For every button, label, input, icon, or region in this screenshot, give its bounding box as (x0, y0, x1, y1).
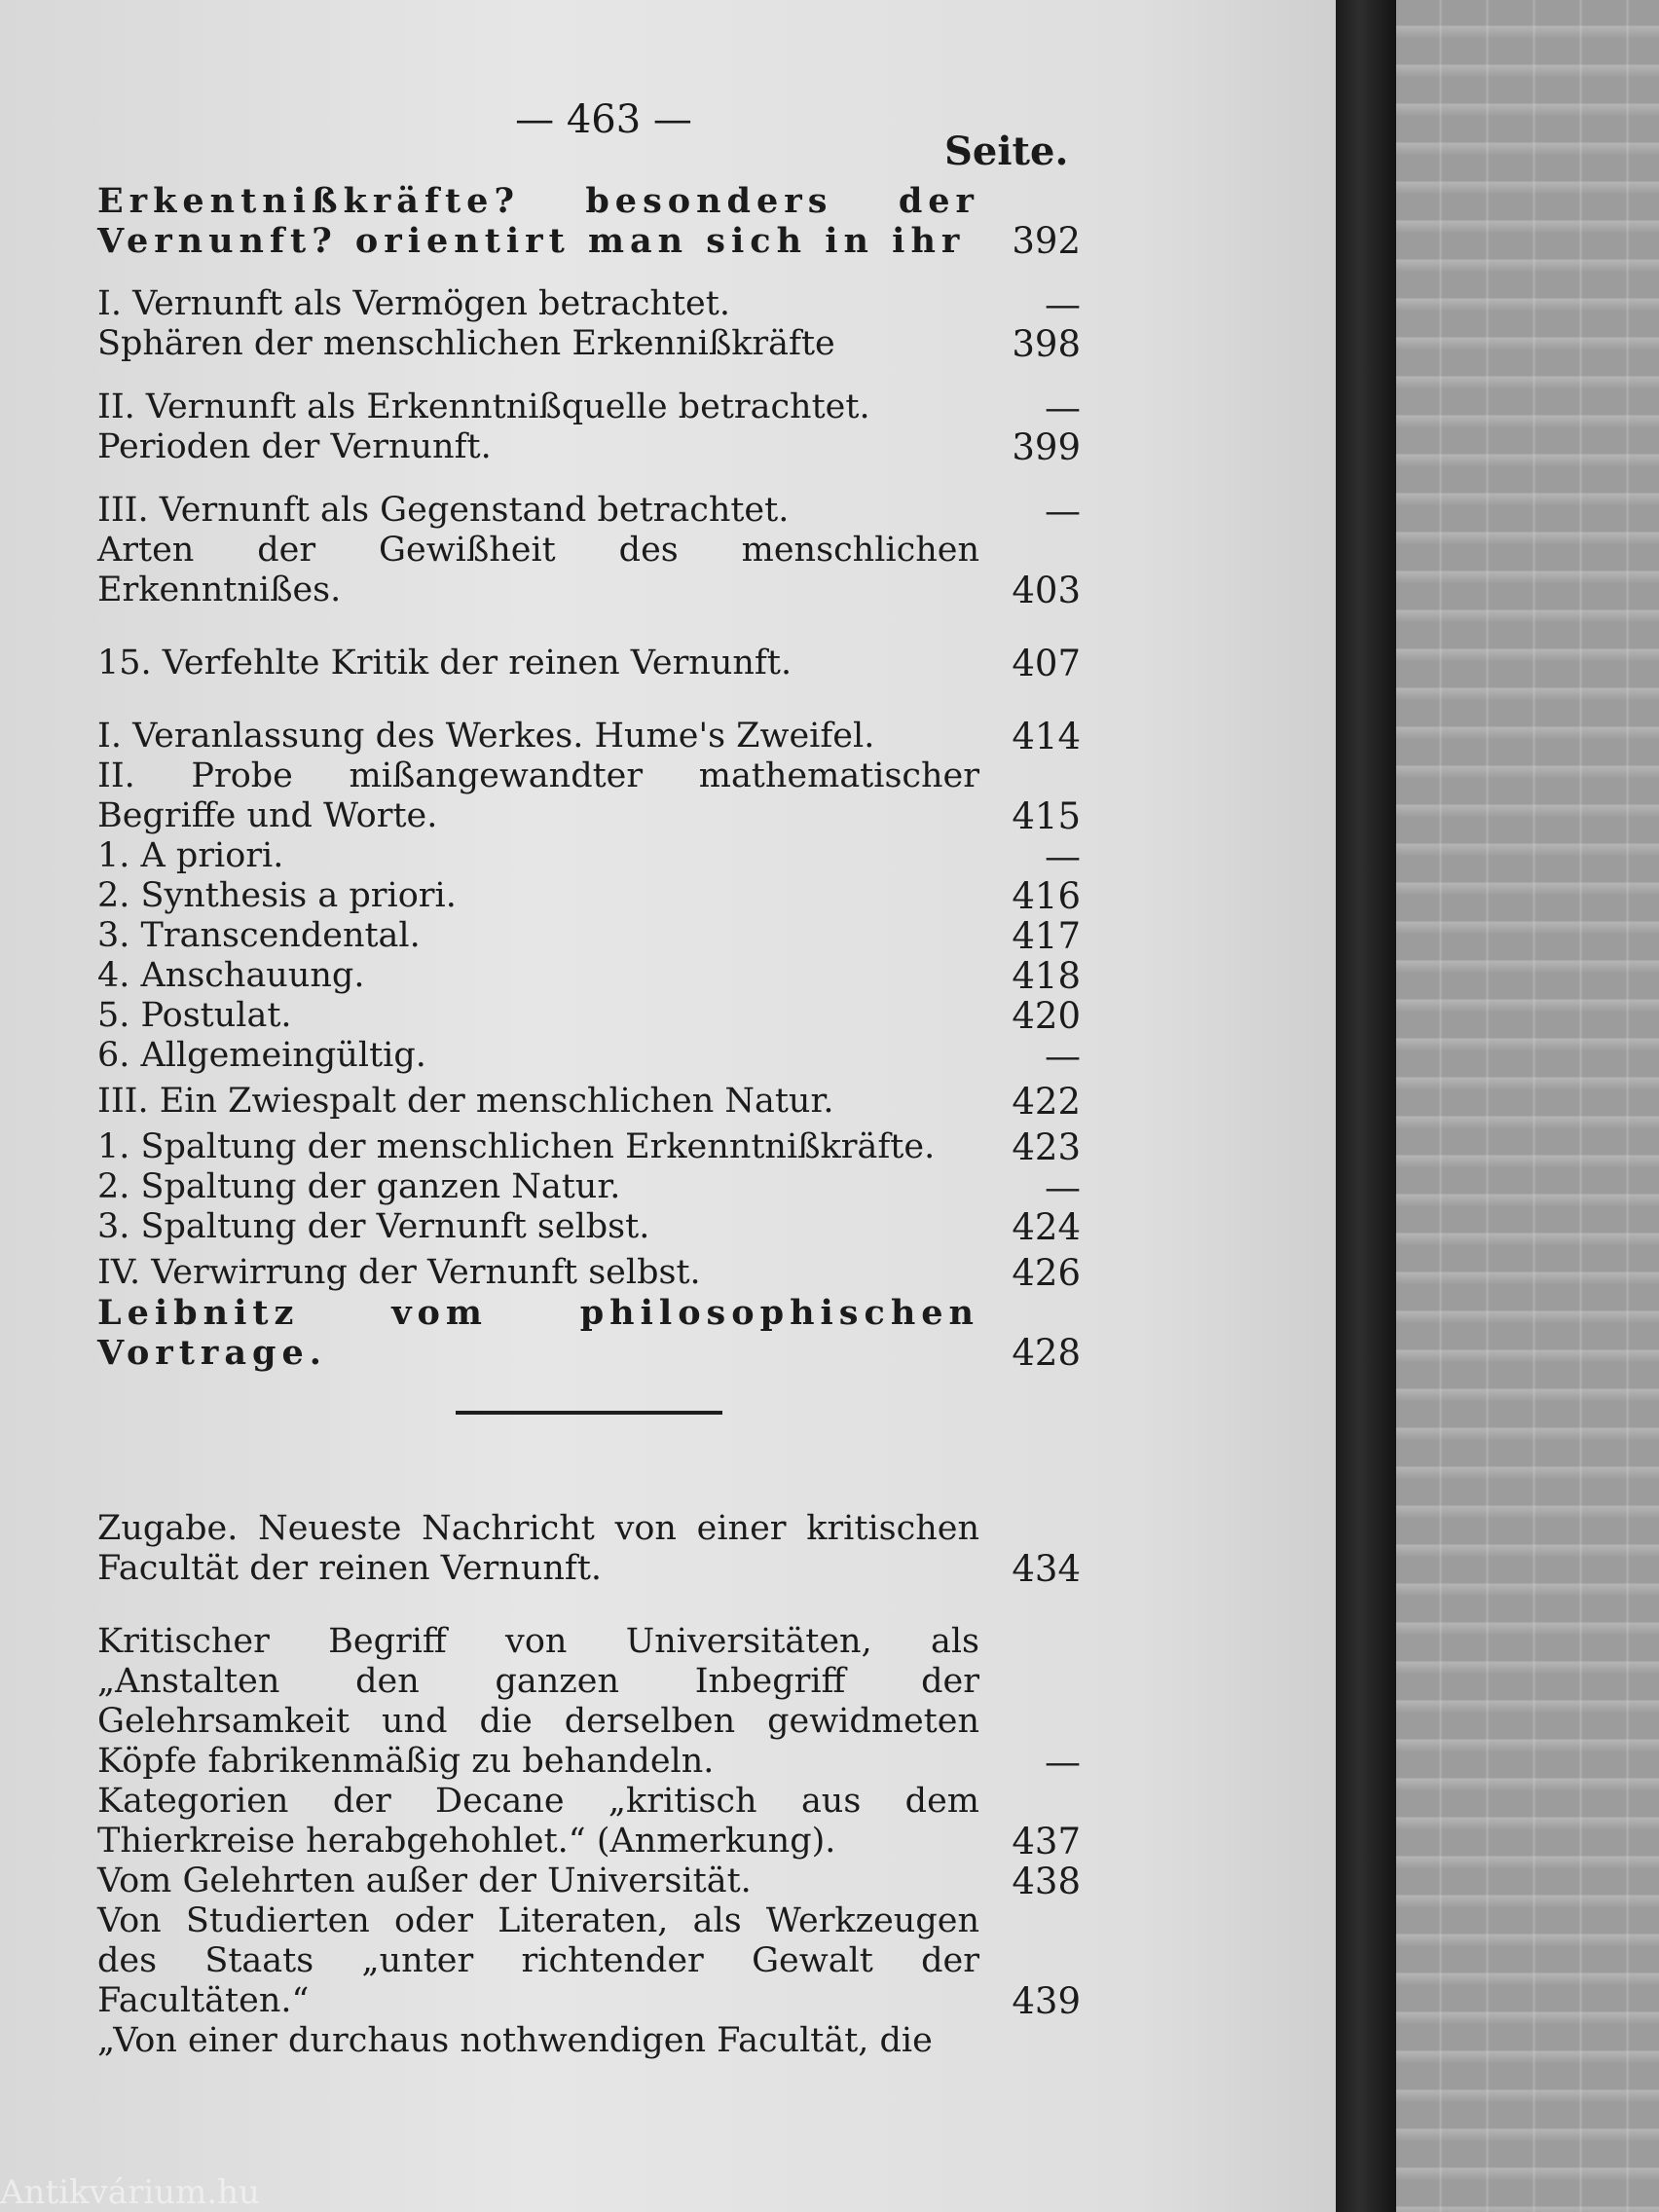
toc-entry-page: 424 (1012, 1206, 1081, 1248)
toc-entry (97, 876, 1081, 916)
book-cover-board (1396, 0, 1659, 2212)
toc-entry-title: 4. Anschauung. (97, 956, 365, 995)
toc-entry-title: 1. Spaltung der menschlichen Erkenntnißkräfte. (97, 1127, 936, 1166)
toc-entry-title: IV. Verwirrung der Vernunft selbst. (97, 1253, 701, 1292)
toc-entry-title: Vom Gelehrten außer der Universität. (97, 1862, 752, 1900)
toc-entry-page: — (1045, 1166, 1081, 1208)
toc-entry (97, 1509, 1081, 1589)
toc-entry-page: 392 (1012, 220, 1081, 262)
toc-entry-page: 414 (1012, 716, 1081, 757)
toc-entry-page: 439 (1012, 1980, 1081, 2022)
toc-entry-title: 2. Spaltung der ganzen Natur. (97, 1167, 621, 1206)
toc-entry-title: I. Vernunft als Vermögen betrachtet. (97, 284, 730, 323)
toc-entry-title: Erkentnißkräfte? besonders der Vernunft? orientirt man sich in ihr (97, 181, 979, 261)
toc-entry-page: 438 (1012, 1861, 1081, 1902)
toc-entry-title: 6. Allgemeingültig. (97, 1036, 426, 1075)
toc-entry-title: 3. Spaltung der Vernunft selbst. (97, 1207, 650, 1246)
toc-entry-page: 423 (1012, 1126, 1081, 1168)
toc-entry-title: III. Ein Zwiespalt der menschlichen Natur. (97, 1082, 834, 1121)
toc-entry-page: 398 (1012, 323, 1081, 365)
toc-entry (97, 387, 1081, 427)
page-number: — 463 — (515, 97, 692, 142)
toc-entry-title: Kategorien der Decane „kritisch aus dem Thierkreise herabgehohlet.“ (Anmerkung). (97, 1782, 979, 1861)
toc-entry (97, 427, 1081, 467)
toc-entry (97, 284, 1081, 324)
toc-entry-title: 1. A priori. (97, 836, 284, 875)
toc-entry (97, 1862, 1081, 1901)
toc-entry (97, 1167, 1081, 1207)
toc-entry-title: Leibnitz vom philosophischen Vortrage. (97, 1293, 979, 1373)
section-divider (456, 1411, 722, 1415)
toc-entry (97, 1082, 1081, 1122)
toc-entry (97, 491, 1081, 531)
toc-entry (97, 996, 1081, 1036)
toc-entry (97, 181, 1081, 261)
toc-entry-page: 418 (1012, 955, 1081, 997)
toc-entry (97, 1901, 1081, 2021)
toc-entry (97, 1127, 1081, 1167)
toc-entry-page: 415 (1012, 795, 1081, 837)
toc-entry-page: 434 (1012, 1548, 1081, 1590)
toc-entry (97, 2021, 1081, 2061)
toc-entry-title: 15. Verfehlte Kritik der reinen Vernunft. (97, 644, 793, 682)
page-header (0, 97, 1336, 174)
toc-entry-page: — (1045, 835, 1081, 877)
toc-entry (97, 756, 1081, 836)
toc-entry (97, 836, 1081, 876)
toc-entry-title: 2. Synthesis a priori. (97, 876, 457, 915)
toc-entry (97, 1036, 1081, 1076)
toc-entry-title: I. Veranlassung des Werkes. Hume's Zweifel. (97, 717, 875, 756)
toc-entry-title: II. Probe mißangewandter mathematischer Begriffe und Worte. (97, 756, 979, 835)
book-spine (1336, 0, 1396, 2212)
toc-entry-title: Arten der Gewißheit des menschlichen Erkenntnißes. (97, 531, 979, 609)
toc-entry (97, 1207, 1081, 1247)
toc-entry-title: Perioden der Vernunft. (97, 427, 492, 466)
toc-entry-page: 437 (1012, 1821, 1081, 1862)
toc-entry-page: 416 (1012, 875, 1081, 917)
toc-entry (97, 324, 1081, 364)
toc-entry-title: 3. Transcendental. (97, 916, 421, 955)
toc-entry-title: Zugabe. Neueste Nachricht von einer kritischen Facultät der reinen Vernunft. (97, 1509, 979, 1588)
toc-entry-title: III. Vernunft als Gegenstand betrachtet. (97, 491, 790, 530)
toc-entry (97, 1622, 1081, 1782)
toc-entry-page: 426 (1012, 1252, 1081, 1294)
toc-entry-page: — (1045, 1741, 1081, 1783)
watermark: Antikvárium.hu (0, 2173, 260, 2212)
toc-entry (97, 956, 1081, 996)
toc-entry-title: Sphären der menschlichen Erkennißkräfte (97, 324, 835, 363)
toc-entry-title: Kritischer Begriff von Universitäten, als „Anstalten den ganzen Inbegriff der Gelehrsamkeit und die derselben gewidmeten Köpfe fabrikenmäßig zu behandeln. (97, 1622, 979, 1781)
toc-entry (97, 1293, 1081, 1373)
toc-entry-page: 407 (1012, 643, 1081, 684)
toc-entry-page: 417 (1012, 915, 1081, 957)
toc-entry (97, 1782, 1081, 1862)
toc-entry (97, 717, 1081, 756)
toc-entry-title: II. Vernunft als Erkenntnißquelle betrachtet. (97, 387, 870, 426)
toc-entry-page: 422 (1012, 1081, 1081, 1123)
toc-entry-page: — (1045, 283, 1081, 325)
appendix-contents (97, 1509, 1081, 2061)
toc-entry-page: 428 (1012, 1332, 1081, 1374)
toc-entry-page: — (1045, 1035, 1081, 1077)
toc-entry (97, 916, 1081, 956)
toc-entry (97, 644, 1081, 683)
toc-entry-title: Von Studierten oder Literaten, als Werkzeugen des Staats „unter richtender Gewalt der Facultäten.“ (97, 1901, 979, 2020)
toc-entry-page: — (1045, 387, 1081, 428)
table-of-contents (97, 181, 1081, 1373)
toc-entry-title: 5. Postulat. (97, 996, 292, 1035)
toc-entry-page: 399 (1012, 426, 1081, 468)
toc-entry-title: „Von einer durchaus nothwendigen Facultät, die (97, 2021, 933, 2060)
toc-entry-page: 420 (1012, 995, 1081, 1037)
column-label: Seite. (944, 129, 1069, 174)
toc-entry-page: — (1045, 490, 1081, 532)
toc-entry (97, 531, 1081, 610)
toc-entry-page: 403 (1012, 570, 1081, 611)
toc-entry (97, 1253, 1081, 1293)
